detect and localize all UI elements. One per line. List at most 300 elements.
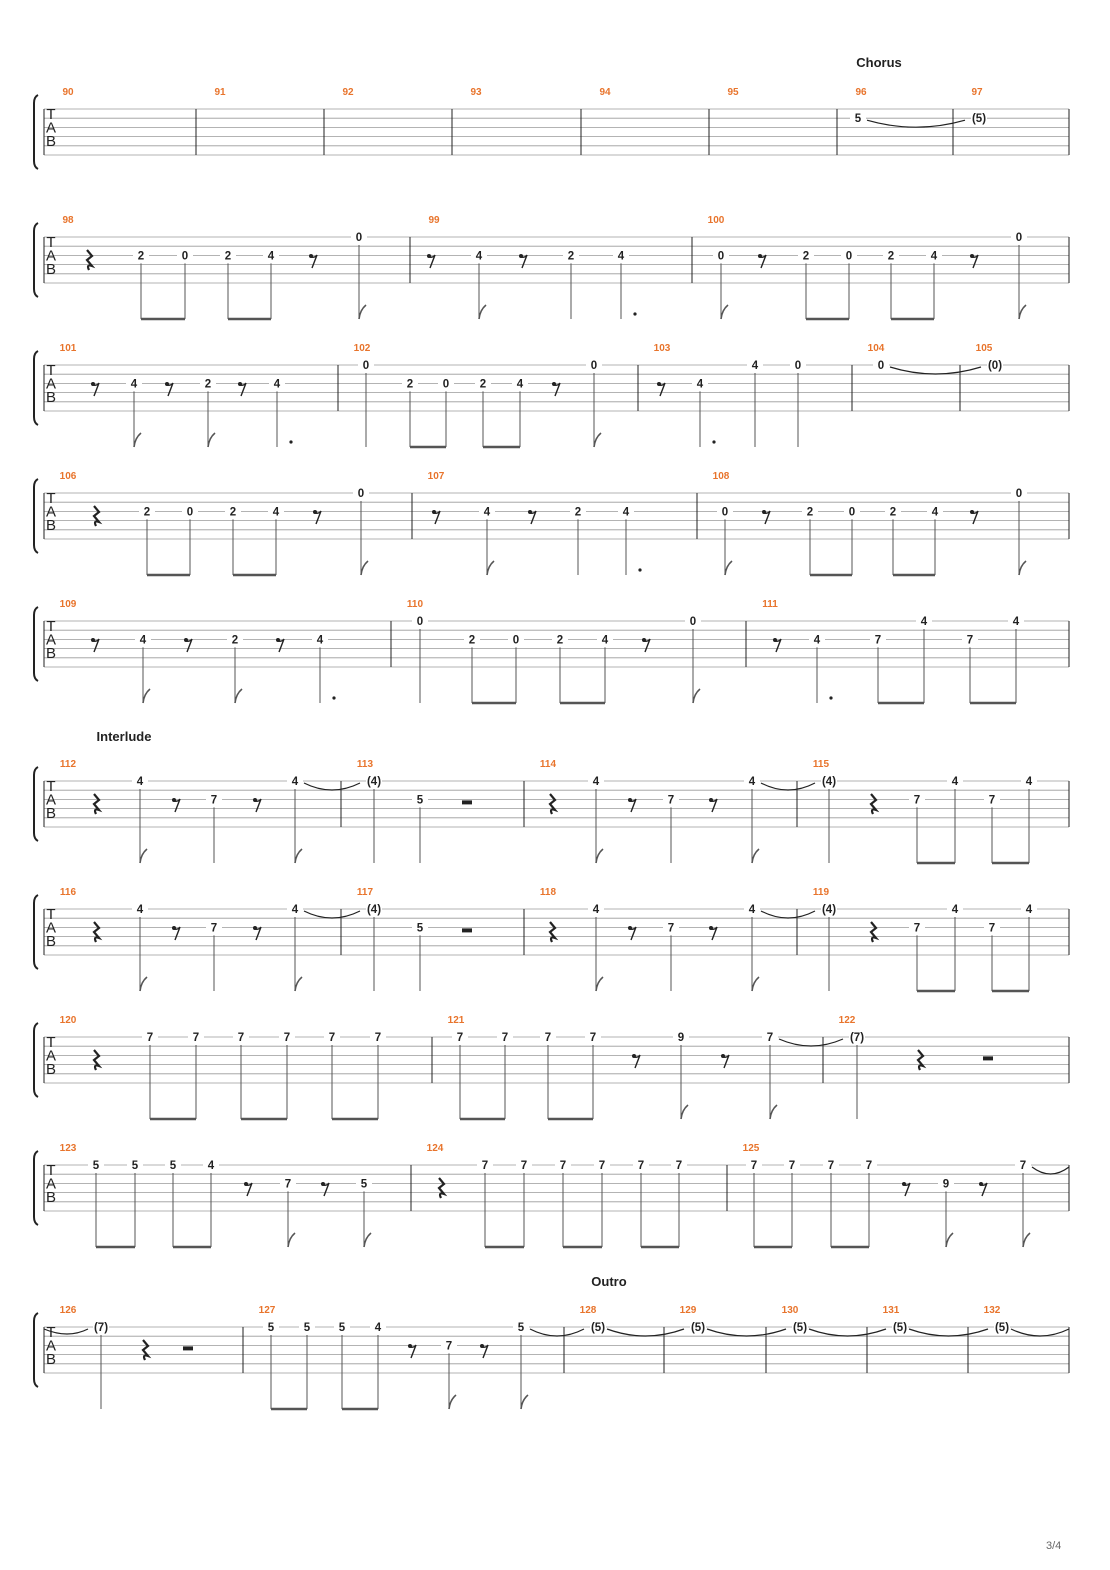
fret-number: 4 bbox=[1025, 904, 1033, 916]
fret-number: 7 bbox=[827, 1160, 835, 1172]
eighth-rest bbox=[429, 255, 435, 268]
fret-number: (0) bbox=[987, 360, 1003, 372]
quarter-rest bbox=[550, 794, 555, 814]
measure-number: 126 bbox=[59, 1305, 77, 1316]
tie-arc bbox=[761, 783, 815, 790]
fret-number: 7 bbox=[598, 1160, 606, 1172]
system-bracket bbox=[34, 895, 38, 969]
note-flag bbox=[681, 1105, 688, 1119]
measure-number: 125 bbox=[742, 1143, 760, 1154]
note-flag bbox=[479, 305, 486, 319]
fret-number: 4 bbox=[374, 1322, 382, 1334]
fret-number: 0 bbox=[590, 360, 598, 372]
note-flag bbox=[361, 561, 368, 575]
fret-number: 4 bbox=[267, 250, 275, 263]
note-flag bbox=[288, 1233, 295, 1247]
fret-number: 5 bbox=[338, 1322, 346, 1334]
fret-number: 0 bbox=[717, 250, 725, 263]
fret-number: 2 bbox=[567, 250, 575, 263]
tab-clef-letter: A bbox=[45, 247, 57, 265]
fret-number: 0 bbox=[689, 616, 697, 628]
note-flag bbox=[134, 433, 141, 447]
fret-number: 4 bbox=[136, 904, 144, 916]
section-label: Chorus bbox=[856, 55, 902, 70]
measure-number: 118 bbox=[539, 887, 557, 898]
note-flag bbox=[725, 561, 732, 575]
eighth-rest bbox=[723, 1055, 729, 1068]
measure-number: 119 bbox=[812, 887, 830, 898]
measure-number: 108 bbox=[712, 471, 730, 482]
tie-arc bbox=[761, 911, 815, 918]
fret-number: 9 bbox=[942, 1178, 950, 1191]
fret-number: (4) bbox=[366, 776, 382, 788]
fret-number: (4) bbox=[821, 776, 837, 788]
fret-number: 4 bbox=[748, 776, 756, 788]
quarter-rest bbox=[918, 1050, 923, 1070]
fret-number: 7 bbox=[374, 1032, 382, 1044]
eighth-rest bbox=[554, 383, 560, 396]
tie-arc bbox=[304, 911, 360, 918]
eighth-rest bbox=[904, 1183, 910, 1196]
fret-number: 0 bbox=[721, 506, 729, 519]
fret-number: 4 bbox=[751, 360, 759, 372]
section-label: Interlude bbox=[96, 729, 152, 744]
fret-number: 7 bbox=[210, 794, 218, 807]
tab-clef-letter: T bbox=[46, 906, 56, 923]
measure-number: 93 bbox=[470, 87, 482, 98]
fret-number: 7 bbox=[328, 1032, 336, 1044]
tie-arc bbox=[890, 367, 981, 374]
fret-number: (5) bbox=[590, 1322, 606, 1334]
measure-number: 132 bbox=[983, 1305, 1001, 1316]
eighth-rest bbox=[93, 639, 99, 652]
fret-number: 4 bbox=[748, 904, 756, 916]
fret-number: 2 bbox=[229, 506, 237, 519]
tab-system bbox=[34, 1143, 1069, 1247]
tab-system bbox=[34, 343, 1069, 447]
fret-number: 4 bbox=[291, 776, 299, 788]
note-flag bbox=[295, 977, 302, 991]
measure-number: 101 bbox=[59, 343, 77, 354]
fret-number: 2 bbox=[802, 250, 810, 263]
note-flag bbox=[521, 1395, 528, 1409]
note-flag bbox=[596, 849, 603, 863]
note-flag bbox=[359, 305, 366, 319]
tab-clef-letter: T bbox=[46, 362, 56, 379]
tab-clef-letter: A bbox=[45, 919, 57, 937]
fret-number: 5 bbox=[416, 922, 424, 935]
fret-number: 7 bbox=[667, 922, 675, 935]
note-flag bbox=[1019, 561, 1026, 575]
tab-system bbox=[34, 1015, 1069, 1119]
dotted-rhythm-dot bbox=[332, 696, 335, 699]
fret-number: 4 bbox=[483, 506, 491, 519]
note-flag bbox=[693, 689, 700, 703]
fret-number: 7 bbox=[237, 1032, 245, 1044]
fret-number: 7 bbox=[456, 1032, 464, 1044]
note-flag bbox=[364, 1233, 371, 1247]
eighth-rest bbox=[255, 927, 261, 940]
eighth-rest bbox=[981, 1183, 987, 1196]
tab-system bbox=[34, 759, 1069, 863]
eighth-rest bbox=[278, 639, 284, 652]
fret-number: 7 bbox=[675, 1160, 683, 1172]
fret-number: 4 bbox=[273, 378, 281, 391]
tab-clef-letter: B bbox=[45, 1189, 57, 1206]
fret-number: 0 bbox=[848, 506, 856, 519]
fret-number: 0 bbox=[845, 250, 853, 263]
note-flag bbox=[295, 849, 302, 863]
system-bracket bbox=[34, 351, 38, 425]
eighth-rest bbox=[711, 927, 717, 940]
eighth-rest bbox=[972, 511, 978, 524]
note-flag bbox=[235, 689, 242, 703]
eighth-rest bbox=[323, 1183, 329, 1196]
measure-number: 99 bbox=[428, 215, 440, 226]
measure-number: 116 bbox=[59, 887, 77, 898]
quarter-rest bbox=[550, 922, 555, 942]
system-bracket bbox=[34, 479, 38, 553]
fret-number: 4 bbox=[813, 634, 821, 647]
note-flag bbox=[208, 433, 215, 447]
fret-number: 7 bbox=[788, 1160, 796, 1172]
fret-number: 4 bbox=[136, 776, 144, 788]
quarter-rest bbox=[94, 506, 99, 526]
tie-arc bbox=[607, 1329, 684, 1336]
quarter-rest bbox=[871, 794, 876, 814]
eighth-rest bbox=[434, 511, 440, 524]
measure-number: 98 bbox=[62, 215, 74, 226]
fret-number: 4 bbox=[617, 250, 625, 263]
tab-clef-letter: T bbox=[46, 1034, 56, 1051]
tab-clef-letter: T bbox=[46, 490, 56, 507]
fret-number: 7 bbox=[966, 634, 974, 647]
fret-number: (5) bbox=[792, 1322, 808, 1334]
measure-number: 112 bbox=[59, 759, 77, 770]
quarter-rest bbox=[94, 922, 99, 942]
tab-clef-letter: T bbox=[46, 618, 56, 635]
eighth-rest bbox=[240, 383, 246, 396]
measure-number: 94 bbox=[599, 87, 611, 98]
half-rest bbox=[983, 1056, 993, 1060]
eighth-rest bbox=[521, 255, 527, 268]
fret-number: 7 bbox=[766, 1032, 774, 1044]
fret-number: 4 bbox=[475, 250, 483, 263]
note-flag bbox=[140, 849, 147, 863]
fret-number: 7 bbox=[146, 1032, 154, 1044]
tab-clef-letter: T bbox=[46, 1162, 56, 1179]
fret-number: (7) bbox=[93, 1322, 109, 1334]
fret-number: 7 bbox=[559, 1160, 567, 1172]
eighth-rest bbox=[315, 511, 321, 524]
note-flag bbox=[143, 689, 150, 703]
fret-number: 0 bbox=[181, 250, 189, 263]
eighth-rest bbox=[311, 255, 317, 268]
eighth-rest bbox=[167, 383, 173, 396]
tab-clef-letter: A bbox=[45, 119, 57, 137]
fret-number: (5) bbox=[994, 1322, 1010, 1334]
fret-number: 2 bbox=[806, 506, 814, 519]
fret-number: 2 bbox=[137, 250, 145, 263]
fret-number: 7 bbox=[283, 1032, 291, 1044]
fret-number: 7 bbox=[544, 1032, 552, 1044]
tab-clef-letter: B bbox=[45, 517, 57, 534]
measure-number: 131 bbox=[882, 1305, 900, 1316]
note-flag bbox=[449, 1395, 456, 1409]
eighth-rest bbox=[711, 799, 717, 812]
page-number: 3/4 bbox=[1046, 1540, 1062, 1552]
tab-clef-letter: T bbox=[46, 778, 56, 795]
fret-number: 2 bbox=[468, 634, 476, 647]
fret-number: 4 bbox=[207, 1160, 215, 1172]
fret-number: 5 bbox=[517, 1322, 525, 1334]
note-flag bbox=[140, 977, 147, 991]
fret-number: (4) bbox=[821, 904, 837, 916]
tab-system bbox=[34, 215, 1069, 319]
note-flag bbox=[487, 561, 494, 575]
measure-number: 120 bbox=[59, 1015, 77, 1026]
measure-number: 103 bbox=[653, 343, 671, 354]
fret-number: 2 bbox=[556, 634, 564, 647]
fret-number: 7 bbox=[988, 794, 996, 807]
system-bracket bbox=[34, 1023, 38, 1097]
measure-number: 121 bbox=[447, 1015, 465, 1026]
fret-number: 7 bbox=[445, 1340, 453, 1353]
fret-number: 5 bbox=[854, 113, 862, 126]
note-flag bbox=[596, 977, 603, 991]
fret-number: 7 bbox=[913, 922, 921, 935]
tab-clef-letter: T bbox=[46, 1324, 56, 1341]
fret-number: 5 bbox=[303, 1322, 311, 1334]
measure-number: 102 bbox=[353, 343, 371, 354]
measure-number: 111 bbox=[762, 599, 778, 610]
fret-number: 7 bbox=[210, 922, 218, 935]
tie-arc bbox=[809, 1329, 886, 1336]
fret-number: 4 bbox=[601, 634, 609, 647]
eighth-rest bbox=[644, 639, 650, 652]
fret-number: 0 bbox=[1015, 488, 1023, 500]
fret-number: 4 bbox=[951, 776, 959, 788]
tab-clef-letter: A bbox=[45, 503, 57, 521]
fret-number: 4 bbox=[592, 776, 600, 788]
note-flag bbox=[594, 433, 601, 447]
quarter-rest bbox=[87, 250, 92, 270]
tab-clef-letter: A bbox=[45, 375, 57, 393]
fret-number: (5) bbox=[892, 1322, 908, 1334]
half-rest bbox=[183, 1346, 193, 1350]
measure-number: 100 bbox=[707, 215, 725, 226]
note-flag bbox=[721, 305, 728, 319]
fret-number: 4 bbox=[516, 378, 524, 391]
eighth-rest bbox=[255, 799, 261, 812]
fret-number: 5 bbox=[92, 1160, 100, 1172]
measure-number: 110 bbox=[406, 599, 424, 610]
quarter-rest bbox=[871, 922, 876, 942]
dotted-rhythm-dot bbox=[712, 440, 715, 443]
fret-number: 5 bbox=[169, 1160, 177, 1172]
measure-number: 97 bbox=[971, 87, 983, 98]
fret-number: 2 bbox=[204, 378, 212, 391]
tab-clef-letter: B bbox=[45, 133, 57, 150]
note-flag bbox=[770, 1105, 777, 1119]
tab-clef-letter: A bbox=[45, 791, 57, 809]
fret-number: 2 bbox=[574, 506, 582, 519]
fret-number: 2 bbox=[143, 506, 151, 519]
eighth-rest bbox=[174, 799, 180, 812]
note-flag bbox=[946, 1233, 953, 1247]
fret-number: 2 bbox=[887, 250, 895, 263]
fret-number: 4 bbox=[272, 506, 280, 519]
fret-number: 4 bbox=[316, 634, 324, 647]
measure-number: 105 bbox=[975, 343, 993, 354]
fret-number: 7 bbox=[481, 1160, 489, 1172]
eighth-rest bbox=[93, 383, 99, 396]
system-bracket bbox=[34, 95, 38, 169]
system-bracket bbox=[34, 607, 38, 681]
fret-number: (5) bbox=[971, 113, 987, 126]
fret-number: 4 bbox=[951, 904, 959, 916]
note-flag bbox=[1023, 1233, 1030, 1247]
fret-number: 5 bbox=[416, 794, 424, 807]
tab-clef-letter: B bbox=[45, 933, 57, 950]
fret-number: 7 bbox=[637, 1160, 645, 1172]
tie-arc bbox=[779, 1039, 843, 1046]
fret-number: 4 bbox=[291, 904, 299, 916]
tie-arc bbox=[1011, 1329, 1069, 1336]
tie-arc bbox=[909, 1329, 988, 1336]
note-flag bbox=[1019, 305, 1026, 319]
measure-number: 109 bbox=[59, 599, 77, 610]
eighth-rest bbox=[659, 383, 665, 396]
fret-number: 7 bbox=[192, 1032, 200, 1044]
quarter-rest bbox=[439, 1178, 444, 1198]
fret-number: 4 bbox=[920, 616, 928, 628]
fret-number: 2 bbox=[224, 250, 232, 263]
measure-number: 91 bbox=[214, 87, 226, 98]
half-rest bbox=[462, 800, 472, 804]
fret-number: 0 bbox=[442, 378, 450, 391]
eighth-rest bbox=[530, 511, 536, 524]
fret-number: 7 bbox=[520, 1160, 528, 1172]
fret-number: 7 bbox=[913, 794, 921, 807]
half-rest bbox=[462, 928, 472, 932]
tab-system bbox=[34, 87, 1069, 169]
fret-number: (5) bbox=[690, 1322, 706, 1334]
fret-number: 2 bbox=[231, 634, 239, 647]
fret-number: 0 bbox=[877, 360, 885, 372]
tab-clef-letter: B bbox=[45, 1351, 57, 1368]
section-label: Outro bbox=[591, 1274, 627, 1289]
dotted-rhythm-dot bbox=[638, 568, 641, 571]
tab-clef-letter: B bbox=[45, 645, 57, 662]
fret-number: 0 bbox=[355, 232, 363, 244]
tab-clef-letter: B bbox=[45, 805, 57, 822]
fret-number: 0 bbox=[794, 360, 802, 372]
eighth-rest bbox=[186, 639, 192, 652]
fret-number: 4 bbox=[592, 904, 600, 916]
measure-number: 130 bbox=[781, 1305, 799, 1316]
measure-number: 124 bbox=[426, 1143, 444, 1154]
eighth-rest bbox=[410, 1345, 416, 1358]
measure-number: 115 bbox=[812, 759, 830, 770]
fret-number: 4 bbox=[930, 250, 938, 263]
fret-number: 7 bbox=[750, 1160, 758, 1172]
eighth-rest bbox=[634, 1055, 640, 1068]
tie-arc bbox=[530, 1329, 584, 1336]
eighth-rest bbox=[760, 255, 766, 268]
tie-arc bbox=[867, 120, 965, 127]
fret-number: 2 bbox=[406, 378, 414, 391]
measure-number: 129 bbox=[679, 1305, 697, 1316]
note-flag bbox=[752, 977, 759, 991]
tab-clef-letter: B bbox=[45, 1061, 57, 1078]
dotted-rhythm-dot bbox=[633, 312, 636, 315]
tab-clef-letter: A bbox=[45, 1047, 57, 1065]
measure-number: 127 bbox=[258, 1305, 276, 1316]
fret-number: 4 bbox=[696, 378, 704, 391]
fret-number: (4) bbox=[366, 904, 382, 916]
fret-number: 7 bbox=[988, 922, 996, 935]
fret-number: 7 bbox=[667, 794, 675, 807]
tab-system bbox=[34, 1305, 1069, 1409]
fret-number: 5 bbox=[360, 1178, 368, 1191]
measure-number: 92 bbox=[342, 87, 354, 98]
tab-clef-letter: A bbox=[45, 1175, 57, 1193]
eighth-rest bbox=[630, 799, 636, 812]
system-bracket bbox=[34, 767, 38, 841]
measure-number: 104 bbox=[867, 343, 885, 354]
fret-number: 4 bbox=[130, 378, 138, 391]
fret-number: 0 bbox=[362, 360, 370, 372]
dotted-rhythm-dot bbox=[289, 440, 292, 443]
fret-number: 0 bbox=[1015, 232, 1023, 244]
measure-number: 113 bbox=[356, 759, 374, 770]
eighth-rest bbox=[246, 1183, 252, 1196]
system-bracket bbox=[34, 1313, 38, 1387]
fret-number: 9 bbox=[677, 1032, 685, 1044]
tab-system bbox=[34, 599, 1069, 703]
tab-clef-letter: A bbox=[45, 631, 57, 649]
eighth-rest bbox=[482, 1345, 488, 1358]
eighth-rest bbox=[630, 927, 636, 940]
measure-number: 106 bbox=[59, 471, 77, 482]
note-flag bbox=[752, 849, 759, 863]
measure-number: 117 bbox=[356, 887, 374, 898]
tab-system bbox=[34, 887, 1069, 991]
fret-number: 0 bbox=[512, 634, 520, 647]
system-bracket bbox=[34, 223, 38, 297]
fret-number: 4 bbox=[1025, 776, 1033, 788]
fret-number: 7 bbox=[1019, 1160, 1027, 1172]
fret-number: 4 bbox=[931, 506, 939, 519]
fret-number: 0 bbox=[357, 488, 365, 500]
measure-number: 107 bbox=[427, 471, 445, 482]
tie-arc bbox=[707, 1329, 786, 1336]
measure-number: 90 bbox=[62, 87, 74, 98]
fret-number: 0 bbox=[416, 616, 424, 628]
dotted-rhythm-dot bbox=[829, 696, 832, 699]
tab-clef-letter: A bbox=[45, 1337, 57, 1355]
tie-arc bbox=[304, 783, 360, 790]
fret-number: 5 bbox=[131, 1160, 139, 1172]
eighth-rest bbox=[972, 255, 978, 268]
tab-clef-letter: T bbox=[46, 234, 56, 251]
fret-number: 7 bbox=[874, 634, 882, 647]
tab-clef-letter: B bbox=[45, 261, 57, 278]
fret-number: 4 bbox=[1012, 616, 1020, 628]
quarter-rest bbox=[143, 1340, 148, 1360]
measure-number: 95 bbox=[727, 87, 739, 98]
